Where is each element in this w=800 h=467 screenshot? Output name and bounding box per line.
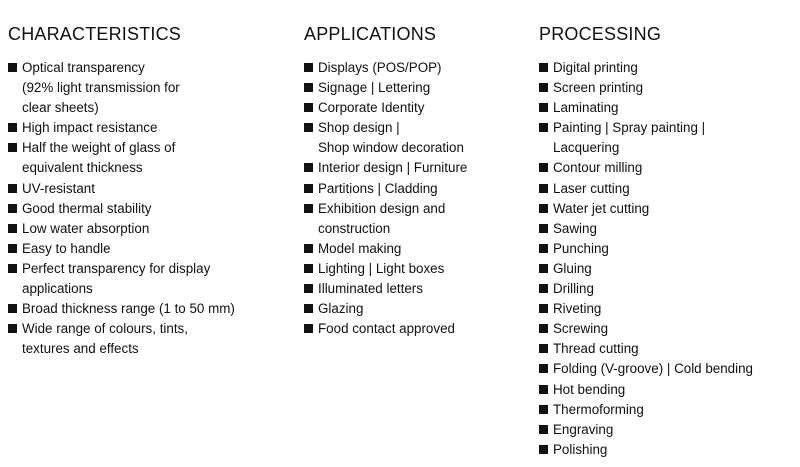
- list-item: [539, 199, 797, 219]
- characteristics-heading: CHARACTERISTICS: [8, 24, 182, 44]
- list-item: [304, 78, 534, 98]
- list-item-text: Gluing: [553, 260, 592, 276]
- list-item: [8, 239, 298, 259]
- list-item-text: Laminating: [553, 100, 619, 116]
- list-item: [539, 78, 797, 98]
- list-item: [304, 279, 534, 299]
- list-item-text: Displays (POS/POP): [318, 60, 442, 75]
- list-item-text: Partitions | Cladding: [318, 180, 438, 196]
- list-item-text: Lacquering: [553, 140, 620, 156]
- list-item-text: (92% light transmission for: [22, 80, 180, 96]
- list-item: [8, 179, 298, 199]
- list-item: [539, 98, 797, 118]
- processing-column: [539, 22, 797, 460]
- list-item-text: applications: [22, 281, 93, 297]
- list-item: [304, 239, 534, 259]
- list-item: [539, 400, 797, 420]
- list-item-text: Shop window decoration: [318, 140, 464, 156]
- list-item: [8, 199, 298, 219]
- list-item-text: Folding (V-groove) | Cold bending: [553, 361, 753, 377]
- list-item-text: Lighting | Light boxes: [318, 260, 445, 276]
- list-item-text: Engraving: [553, 421, 614, 437]
- list-item: [8, 118, 298, 138]
- list-item: [539, 279, 797, 299]
- list-item-text: textures and effects: [22, 341, 139, 357]
- characteristics-list: [8, 58, 298, 359]
- list-item-text: equivalent thickness: [22, 160, 143, 176]
- list-item-text: Glazing: [318, 301, 364, 317]
- list-item: [539, 380, 797, 400]
- list-item-text: Contour milling: [553, 160, 643, 176]
- list-item-text: Wide range of colours, tints,: [22, 321, 188, 337]
- list-item-text: Water jet cutting: [553, 200, 650, 216]
- list-item: [539, 420, 797, 440]
- list-item: [304, 158, 534, 178]
- list-item: [8, 219, 298, 239]
- list-item: [539, 359, 797, 379]
- list-item-text: Half the weight of glass of: [22, 140, 176, 156]
- list-item: [539, 440, 797, 460]
- list-item-text: Signage | Lettering: [318, 80, 431, 96]
- list-item-text: Broad thickness range (1 to 50 mm): [22, 301, 235, 317]
- list-item-text: Sawing: [553, 220, 597, 236]
- list-item-text: Thermoforming: [553, 401, 644, 417]
- list-item-text: Drilling: [553, 281, 594, 297]
- list-item: [539, 339, 797, 359]
- list-item: [304, 58, 534, 78]
- list-item-text: Interior design | Furniture: [318, 160, 468, 176]
- applications-heading: APPLICATIONS: [304, 24, 437, 44]
- list-item: [539, 158, 797, 178]
- list-item-text: Painting | Spray painting |: [553, 120, 706, 136]
- list-item-text: Digital printing: [553, 60, 638, 75]
- list-item-text: Riveting: [553, 301, 602, 317]
- list-item-text: Corporate Identity: [318, 100, 425, 116]
- list-item: [539, 299, 797, 319]
- list-item-text: Polishing: [553, 441, 608, 457]
- list-item: [8, 138, 298, 178]
- characteristics-column: [8, 22, 298, 359]
- list-item-text: Low water absorption: [22, 220, 150, 236]
- list-item-text: Good thermal stability: [22, 200, 152, 216]
- list-item-text: High impact resistance: [22, 120, 158, 136]
- list-item: [304, 299, 534, 319]
- list-item: [539, 118, 797, 158]
- list-item-text: Optical transparency: [22, 60, 145, 75]
- list-item-text: Screen printing: [553, 80, 644, 96]
- list-item-text: Screwing: [553, 321, 609, 337]
- list-item-text: Illuminated letters: [318, 281, 423, 297]
- list-item-text: Exhibition design and: [318, 200, 446, 216]
- list-item: [304, 259, 534, 279]
- list-item: [539, 319, 797, 339]
- list-item: [539, 259, 797, 279]
- list-item-text: Thread cutting: [553, 341, 639, 357]
- list-item-text: Hot bending: [553, 381, 626, 397]
- list-item-text: clear sheets): [22, 100, 99, 116]
- list-item-text: Perfect transparency for display: [22, 260, 211, 276]
- processing-list: [539, 58, 797, 460]
- list-item-text: construction: [318, 220, 391, 236]
- applications-list: [304, 58, 534, 339]
- list-item-text: Food contact approved: [318, 321, 455, 337]
- list-item-text: Laser cutting: [553, 180, 630, 196]
- list-item: [539, 179, 797, 199]
- list-item: [304, 179, 534, 199]
- list-item-text: Shop design |: [318, 120, 400, 136]
- list-item: [304, 319, 534, 339]
- list-item: [8, 319, 298, 359]
- processing-heading: PROCESSING: [539, 24, 662, 44]
- list-item: [8, 259, 298, 299]
- list-item-text: Punching: [553, 240, 609, 256]
- list-item: [304, 118, 534, 158]
- list-item-text: Easy to handle: [22, 240, 111, 256]
- list-item: [539, 239, 797, 259]
- list-item-text: UV-resistant: [22, 180, 95, 196]
- list-item: [8, 58, 298, 118]
- list-item: [8, 299, 298, 319]
- list-item: [304, 199, 534, 239]
- applications-column: [304, 22, 534, 339]
- list-item: [304, 98, 534, 118]
- list-item: [539, 58, 797, 78]
- list-item-text: Model making: [318, 240, 402, 256]
- list-item: [539, 219, 797, 239]
